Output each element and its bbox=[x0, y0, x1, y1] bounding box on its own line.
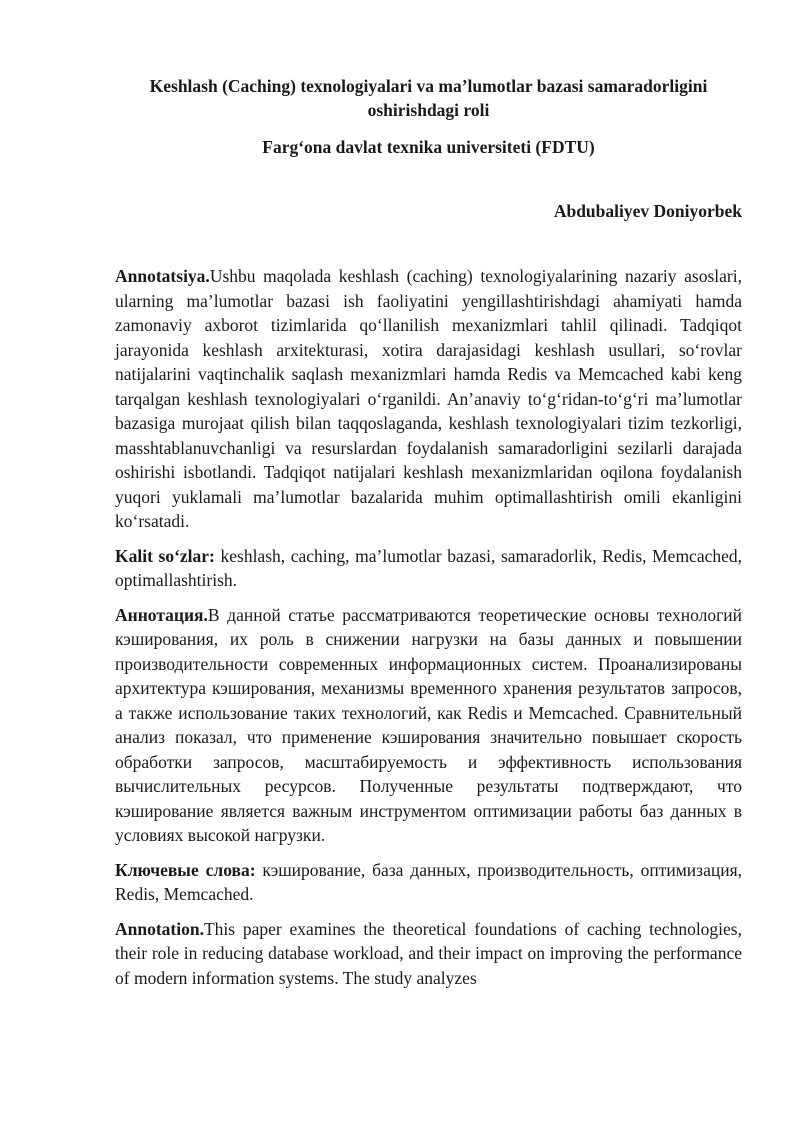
affiliation: Farg‘ona davlat texnika universiteti (FDTU) bbox=[262, 137, 595, 157]
abstract-russian-text: В данной статье рассматриваются теоретические основы технологий кэширования, их роль в снижении нагрузки на базы данных и повышении производительности современных информационных систем. Проанализированы архитектура кэширования, механизмы временного хранения результатов запросов, а также использование таких технологий, как Redis и Memcached. Сравнительный анализ показал, что применение кэширования значительно повышает скорость обработки запросов, масштабируемость и эффективность использования вычислительных ресурсов. Полученные результаты подтверждают, что кэширование является важным инструментом оптимизации работы баз данных в условиях высокой нагрузки. bbox=[115, 604, 742, 845]
keywords-russian-text: кэширование, база данных, производительность, оптимизация, Redis, Memcached. bbox=[115, 859, 742, 904]
author-name: Abdubaliyev Doniyorbek bbox=[553, 201, 742, 221]
paper-title bbox=[115, 74, 742, 122]
abstract-english-label: Annotation. bbox=[115, 918, 204, 939]
paper-page bbox=[115, 74, 742, 990]
keywords-uzbek-text: keshlash, caching, ma’lumotlar bazasi, samaradorlik, Redis, Memcached, optimallashtirish. bbox=[115, 545, 742, 590]
abstract-uzbek bbox=[115, 264, 742, 534]
abstract-russian bbox=[115, 603, 742, 848]
keywords-russian-label: Ключевые слова: bbox=[115, 859, 256, 880]
abstract-english-text: This paper examines the theoretical foundations of caching technologies, their role in reducing database workload, and their impact on improving the performance of modern information systems. The study analyzes bbox=[115, 918, 742, 988]
abstract-russian-label: Аннотация. bbox=[115, 604, 208, 625]
keywords-russian bbox=[115, 858, 742, 907]
abstract-uzbek-text: Ushbu maqolada keshlash (caching) texnologiyalarining nazariy asoslari, ularning ma’lumotlar bazasi ish faoliyatini yengillashtirishdagi ahamiyati hamda zamonaviy axborot tizimlarida qo‘llanilish mexanizmlari tahlil qilinadi. Tadqiqot jarayonida keshlash arxitekturasi, xotira darajasidagi keshlash usullari, so‘rovlar natijalarini vaqtinchalik saqlash mexanizmlari hamda Redis va Memcached kabi keng tarqalgan keshlash texnologiyalari o‘rganildi. An’anaviy to‘g‘ridan-to‘g‘ri ma’lumotlar bazasiga murojaat qilish bilan taqqoslaganda, keshlash texnologiyalari tizim tezkorligi, masshtablanuvchanligi va resurslardan foydalanish samaradorligini sezilarli darajada oshirishi isbotlandi. Tadqiqot natijalari keshlash mexanizmlaridan oqilona foydalanish yuqori yuklamali ma’lumotlar bazalarida muhim optimallashtirish omili ekanligini ko‘rsatadi. bbox=[115, 266, 742, 531]
keywords-uzbek-label: Kalit so‘zlar: bbox=[115, 545, 215, 566]
paper-title-line-1: Keshlash (Caching) texnologiyalari va ma’lumotlar bazasi samaradorligini bbox=[149, 76, 708, 96]
keywords-uzbek bbox=[115, 544, 742, 593]
abstract-uzbek-label: Annotatsiya. bbox=[115, 266, 210, 286]
paper-title-line-2: oshirishdagi roli bbox=[367, 100, 490, 120]
abstract-english bbox=[115, 917, 742, 991]
